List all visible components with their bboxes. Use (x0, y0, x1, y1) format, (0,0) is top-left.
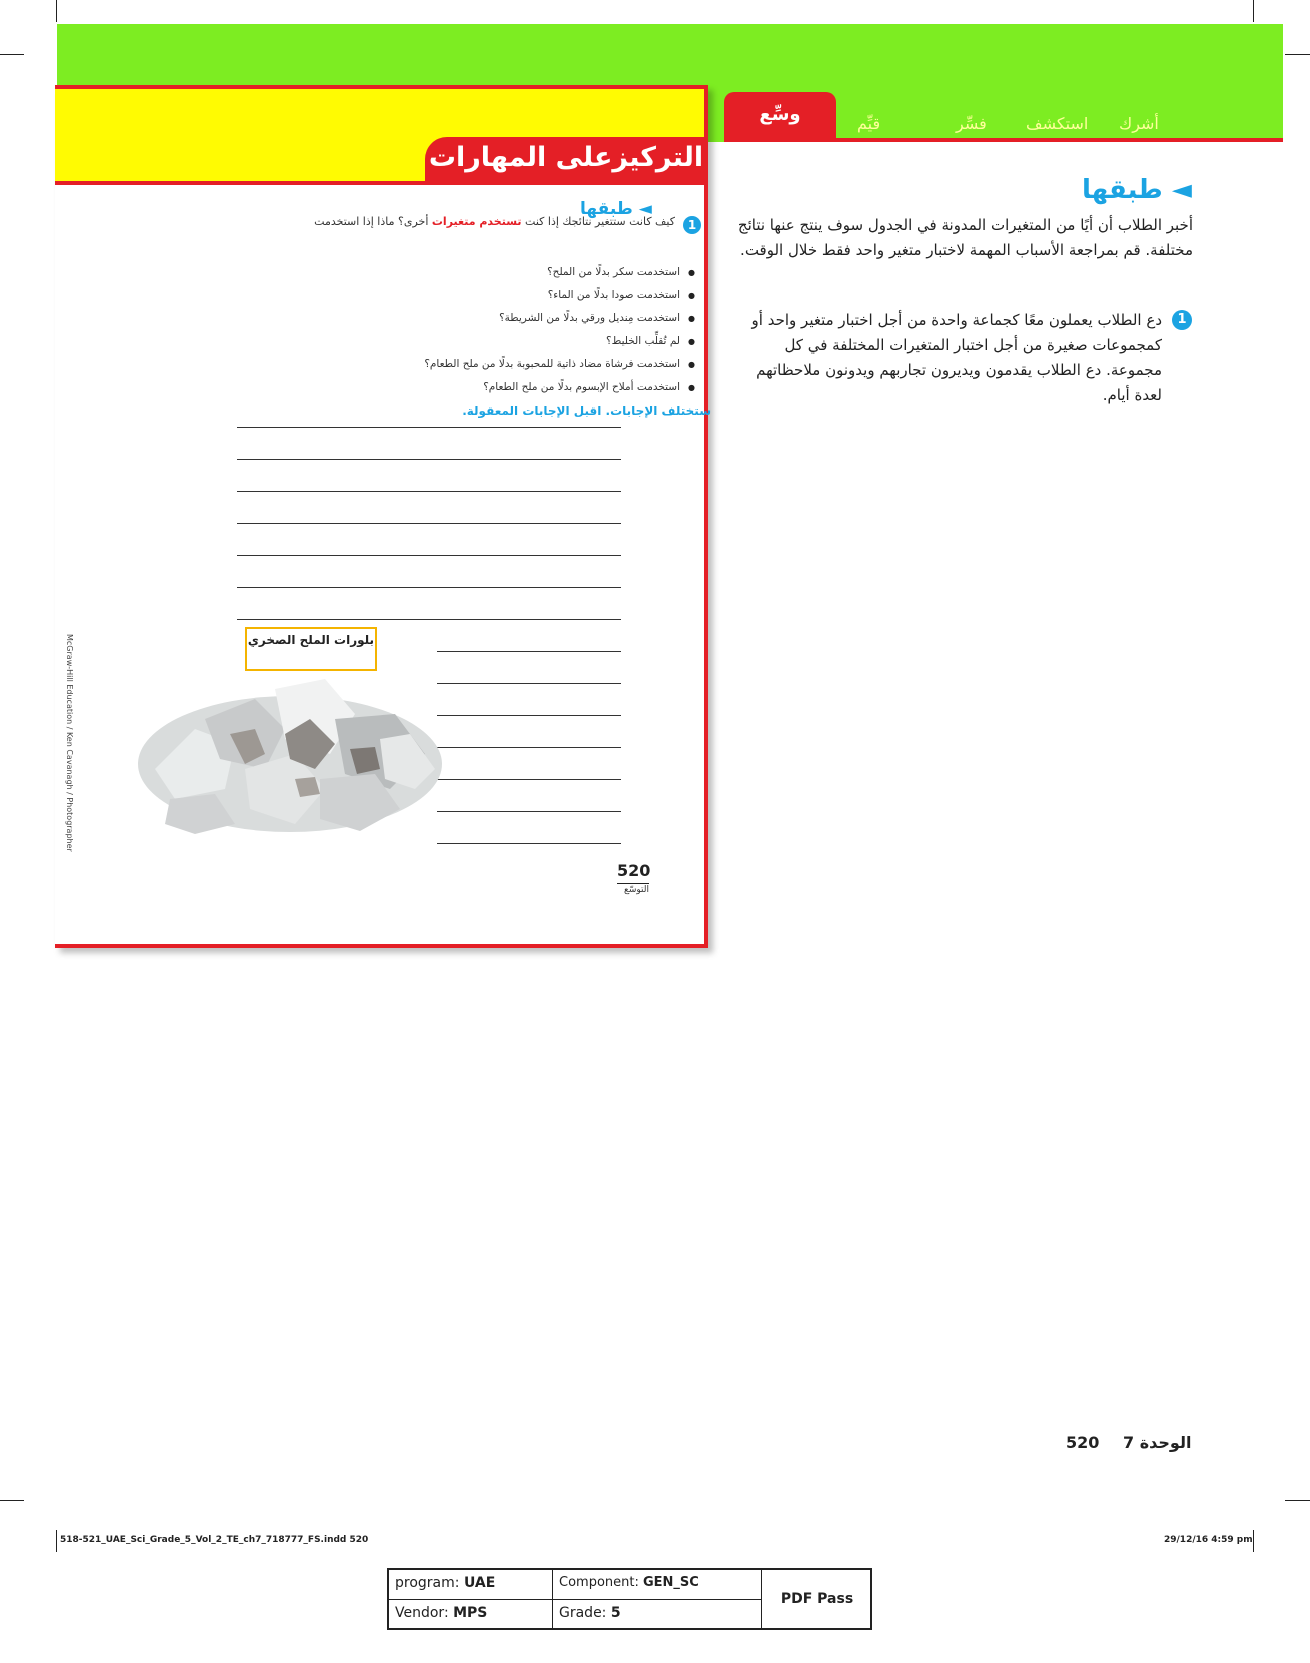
crop-mark (1253, 0, 1254, 22)
question-text (295, 213, 675, 231)
file-slug: 518-521_UAE_Sci_Grade_5_Vol_2_TE_ch7_718777_FS.indd 520 (60, 1535, 369, 1545)
vendor-cell (389, 1600, 493, 1626)
list-item: ● استخدمت صودا بدلًا من الماء؟ (295, 287, 695, 310)
section-heading (1082, 175, 1192, 205)
rock-salt-image (135, 659, 445, 839)
focus-on-skills-panel (55, 85, 711, 948)
panel-title: التركيزعلى المهارات (425, 137, 707, 183)
status-cell (762, 1586, 872, 1612)
writing-line (237, 523, 621, 524)
writing-line (437, 683, 621, 684)
print-info-table (387, 1568, 872, 1630)
question-highlight: تستخدم متغيرات (431, 215, 522, 228)
crop-mark (1285, 1500, 1310, 1501)
list-item: ● استخدمت فرشاة مضاد ذاتية للمحبوبة بدلًا من ملح الطعام؟ (295, 356, 695, 379)
list-item: ● استخدمت أملاح الإبسوم بدلًا من ملح الطعام؟ (295, 379, 695, 402)
inner-page-number: 520 (617, 861, 651, 880)
teacher-note-paragraph: أخبر الطلاب أن أيًا من المتغيرات المدونة في الجدول سوف ينتج عنها نتائج مختلفة. قم بمراجعة الأسباب المهمة لاختبار متغير واحد فقط خلال الوقت. (737, 216, 1193, 259)
writing-line (237, 619, 621, 620)
writing-line (237, 427, 621, 428)
teacher-note-paragraph: دع الطلاب يعملون معًا كجماعة واحدة من أجل اختبار متغير واحد أو كمجموعات صغيرة من أجل اختبار المتغيرات المختلفة في كل مجموعة. دع الطلاب يقدمون ويديرون تجاربهم ويدونون ملاحظاتهم لعدة أيام. (751, 311, 1162, 404)
nav-underline (724, 138, 1283, 142)
writing-line (437, 811, 621, 812)
step-number-badge: 1 (1172, 310, 1192, 330)
section-heading-text: طبقها (1082, 175, 1163, 205)
writing-line (237, 587, 621, 588)
crop-mark (56, 0, 57, 22)
question-number-badge: 1 (683, 216, 701, 234)
question-pre: كيف كانت ستتغير نتائجك إذا كنت (525, 215, 675, 228)
grade-label: Grade: (559, 1605, 607, 1621)
footer-unit-label: الوحدة 7 (1122, 1433, 1192, 1452)
list-item: ● استخدمت سكر بدلًا من الملح؟ (295, 264, 695, 287)
component-value: GEN_SC (643, 1575, 699, 1590)
photo-credit: McGraw-Hill Education / Ken Cavanagh / Photographer (65, 634, 74, 852)
writing-line (437, 651, 621, 652)
vendor-value: MPS (453, 1605, 488, 1621)
tab-explore[interactable]: استكشف (1026, 114, 1089, 133)
program-value: UAE (463, 1575, 496, 1591)
tab-evaluate[interactable]: قيِّم (857, 114, 881, 133)
tab-engage[interactable]: أشرك (1119, 114, 1159, 133)
grade-cell (553, 1600, 627, 1626)
date-slug: 29/12/16 4:59 pm (1164, 1535, 1253, 1545)
vendor-label: Vendor: (395, 1605, 449, 1621)
crop-mark (0, 1500, 24, 1501)
status-text: PDF Pass (780, 1591, 854, 1607)
writing-line (237, 459, 621, 460)
question-post: أخرى؟ ماذا إذا استخدمت (314, 215, 429, 228)
crop-mark (1285, 54, 1310, 55)
section-heading-text: طبقها (580, 199, 633, 219)
tab-extend[interactable]: وسِّع (724, 92, 836, 138)
panel-header-rule (55, 181, 704, 185)
writing-line (237, 491, 621, 492)
footer-page-number: 520 (1066, 1433, 1100, 1452)
component-cell (553, 1570, 705, 1595)
crop-mark (1253, 1530, 1254, 1552)
page-footer (1066, 1433, 1191, 1452)
inner-page-subtitle: التوسّع (617, 883, 649, 895)
answer-note: ستختلف الإجابات. اقبل الإجابات المعقولة. (462, 404, 711, 418)
program-label: program: (395, 1575, 460, 1591)
triangle-arrow-icon: ◄ (1171, 175, 1192, 205)
crop-mark (56, 1530, 57, 1552)
list-item: ● استخدمت مِنديل ورقي بدلًا من الشريطة؟ (295, 310, 695, 333)
tab-explain[interactable]: فسِّر (956, 114, 987, 133)
writing-line (237, 555, 621, 556)
list-item: ● لم تُقلِّب الخليط؟ (295, 333, 695, 356)
grade-value: 5 (610, 1605, 621, 1621)
writing-line (437, 747, 621, 748)
writing-line (437, 843, 621, 844)
triangle-arrow-icon: ◄ (638, 199, 652, 219)
crop-mark (0, 54, 24, 55)
component-label: Component: (559, 1575, 639, 1590)
writing-line (437, 715, 621, 716)
variable-list (295, 264, 695, 402)
program-cell (389, 1570, 501, 1596)
writing-line (437, 779, 621, 780)
image-caption-box: بلورات الملح الصخري (245, 627, 377, 671)
